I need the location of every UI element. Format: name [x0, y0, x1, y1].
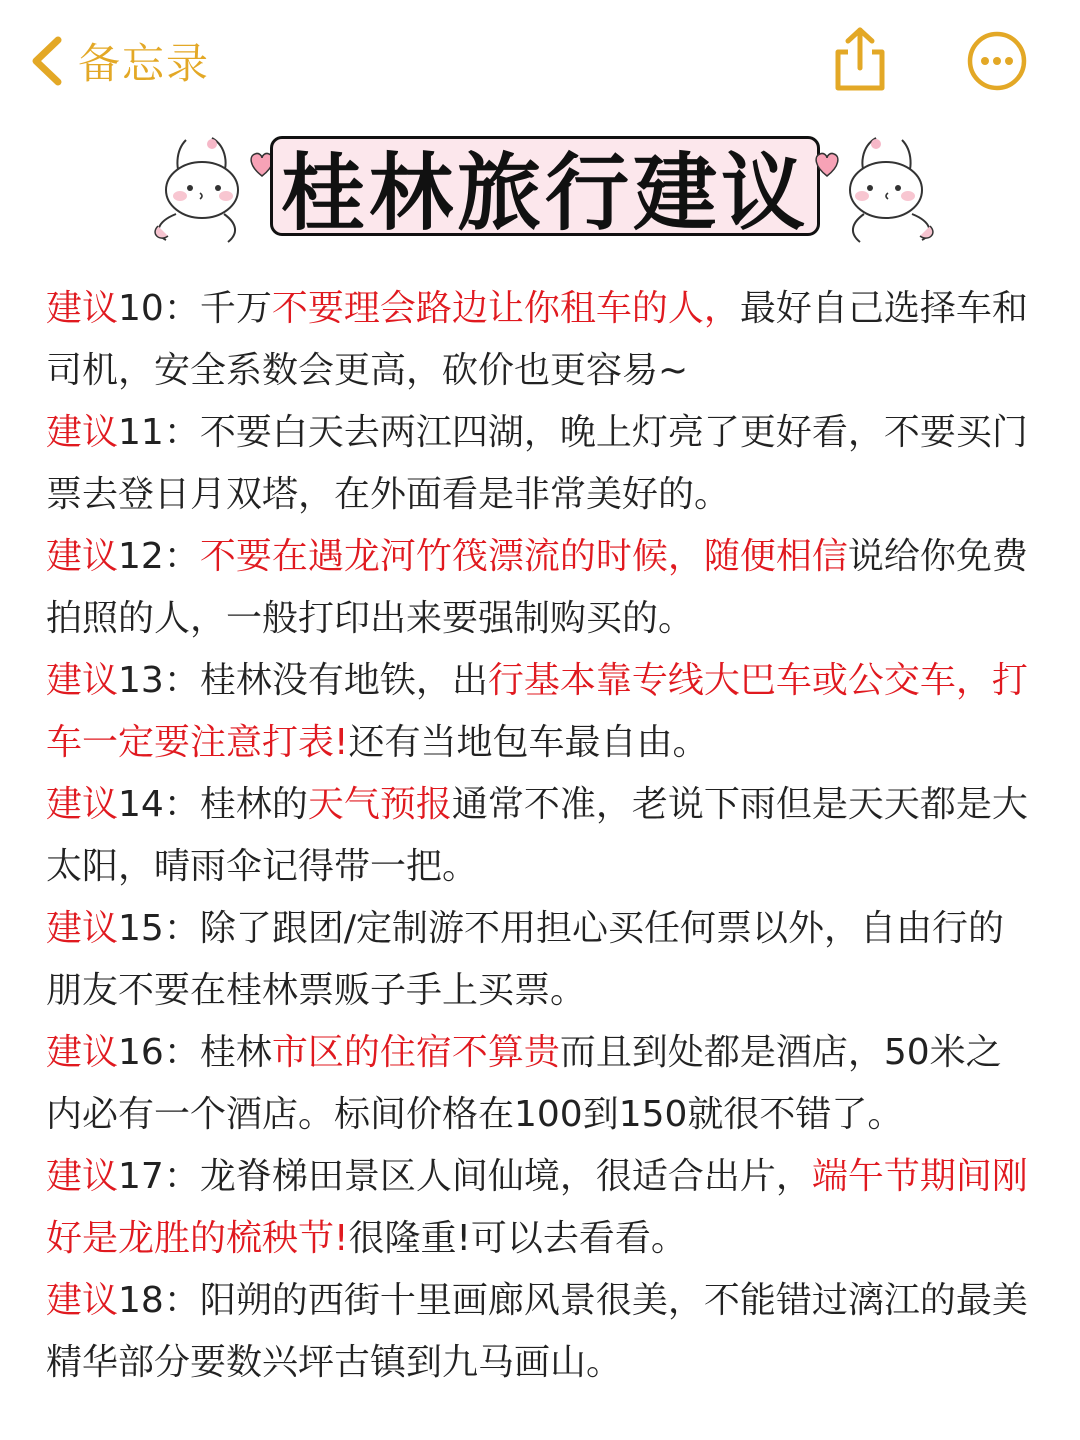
highlighted-text: 建议 — [46, 288, 119, 329]
highlighted-text: 市区的住宿不算贵 — [271, 1032, 560, 1073]
note-body — [46, 278, 1036, 1394]
highlighted-text: 不要在遇龙河竹筏漂流的时候，随便相信 — [199, 536, 848, 577]
highlighted-text: 建议 — [46, 784, 119, 825]
page-title: 桂林旅行建议 — [280, 143, 809, 242]
body-text: 13：桂林没有地铁，出 — [118, 660, 488, 701]
body-text: 15：除了跟团/定制游不用担心买任何票以外，自由行的朋友不要在桂林票贩子手上买票。 — [46, 908, 1004, 1011]
bunny-sticker-icon — [146, 130, 256, 245]
highlighted-text: 建议 — [46, 1156, 119, 1197]
highlighted-text: 建议 — [46, 1280, 119, 1321]
body-text: 16：桂林 — [118, 1032, 272, 1073]
title-box — [270, 136, 820, 242]
highlighted-text: 天气预报 — [307, 784, 452, 825]
highlighted-text: 建议 — [46, 908, 119, 949]
body-text: 而且到处都是酒店，50米之内必有一个酒店。标间价格在100到150就很不错了。 — [46, 1032, 1002, 1135]
suggestion-item — [46, 1146, 1036, 1270]
suggestion-item — [46, 278, 1036, 402]
body-text: 最好自己选择车和司机，安全系数会更高，砍价也更容易~ — [46, 288, 1028, 391]
bunny-sticker-icon — [832, 130, 942, 245]
highlighted-text: 行基本靠专线大巴车或公交车，打车一定要注意打表! — [46, 660, 1028, 763]
body-text: 10：千万 — [118, 288, 272, 329]
highlighted-text: 建议 — [46, 536, 119, 577]
body-text: 17：龙脊梯田景区人间仙境，很适合出片， — [118, 1156, 812, 1197]
body-text: 18：阳朔的西街十里画廊风景很美，不能错过漓江的最美精华部分要数兴坪古镇到九马画山。 — [46, 1280, 1028, 1383]
suggestion-item — [46, 402, 1036, 526]
highlighted-text: 端午节期间刚好是龙胜的梳秧节! — [46, 1156, 1028, 1259]
ellipsis-circle-icon[interactable] — [966, 30, 1028, 92]
suggestion-item — [46, 1270, 1036, 1394]
highlighted-text: 建议 — [46, 1032, 119, 1073]
body-text: 说给你免费拍照的人，一般打印出来要强制购买的。 — [46, 536, 1028, 639]
body-text: 通常不准，老说下雨但是天天都是大太阳，晴雨伞记得带一把。 — [46, 784, 1028, 887]
back-label: 备忘录 — [78, 39, 211, 88]
body-text: 12： — [118, 536, 200, 577]
body-text: 还有当地包车最自由。 — [348, 722, 709, 763]
body-text: 很隆重!可以去看看。 — [348, 1218, 687, 1259]
suggestion-item — [46, 650, 1036, 774]
highlighted-text: 建议 — [46, 412, 119, 453]
share-icon[interactable] — [828, 26, 892, 92]
highlighted-text: 不要理会路边让你租车的人， — [271, 288, 740, 329]
chevron-left-icon — [28, 34, 64, 88]
suggestion-item — [46, 898, 1036, 1022]
body-text: 14：桂林的 — [118, 784, 308, 825]
highlighted-text: 建议 — [46, 660, 119, 701]
body-text: 11：不要白天去两江四湖，晚上灯亮了更好看，不要买门票去登日月双塔，在外面看是非常美好的。 — [46, 412, 1028, 515]
suggestion-item — [46, 526, 1036, 650]
note-title-banner — [0, 122, 1080, 252]
navigation-bar — [0, 0, 1080, 120]
back-button[interactable] — [28, 26, 210, 96]
suggestion-item — [46, 1022, 1036, 1146]
suggestion-item — [46, 774, 1036, 898]
